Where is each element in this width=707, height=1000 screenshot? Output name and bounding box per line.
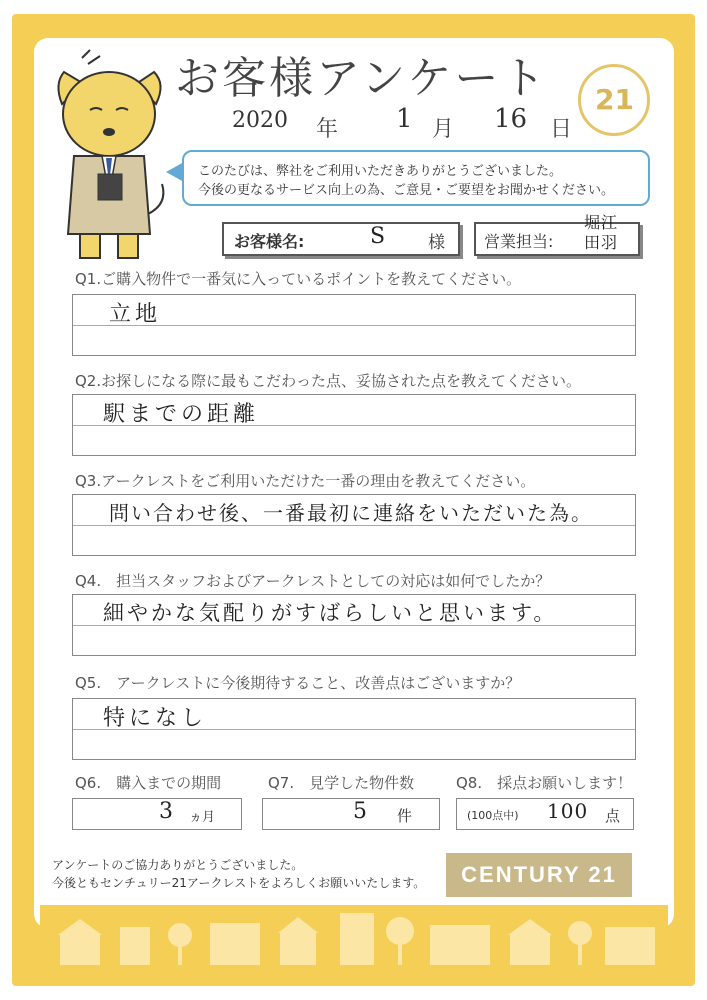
answer-7-value: 5 — [353, 799, 371, 824]
question-2-label: Q2.お探しになる際に最もこだわった点、妥協された点を教えてください。 — [75, 372, 581, 390]
date-year-label: 年 — [316, 117, 339, 142]
customer-name-value: S — [370, 224, 390, 249]
answer-7-box — [262, 798, 440, 830]
question-3-label: Q3.アークレストをご利用いただけた一番の理由を教えてください。 — [75, 472, 536, 490]
staff-box — [474, 213, 640, 256]
footer-regards-line: 今後ともセンチュリー21アークレストをよろしくお願いいたします。 — [52, 876, 426, 890]
date-day-value: 16 — [494, 104, 528, 134]
date-month-label: 月 — [432, 117, 455, 142]
question-1-label: Q1.ご購入物件で一番気に入っているポイントを教えてください。 — [75, 270, 522, 288]
answer-2-text: 駅までの距離 — [103, 402, 260, 427]
staff-label: 営業担当: — [484, 232, 554, 251]
date-year-value: 2020 — [232, 108, 288, 133]
century21-brand-logo: CENTURY 21 — [446, 853, 632, 897]
customer-name-suffix: 様 — [428, 233, 445, 253]
staff-name-top: 堀江 — [584, 213, 619, 232]
town-silhouette-illustration — [40, 905, 668, 965]
question-7-label: Q7. 見学した物件数 — [268, 774, 415, 792]
mascot-dog-illustration — [44, 44, 174, 264]
date-month-value: 1 — [396, 104, 413, 134]
answer-3-box — [72, 494, 636, 556]
question-5-label: Q5. アークレストに今後期待すること、改善点はございますか？ — [75, 674, 521, 692]
answer-8-prefix: (100点中) — [467, 809, 519, 822]
answer-1-box — [72, 294, 636, 356]
answer-7-unit: 件 — [397, 807, 413, 825]
bubble-line-2: 今後の更なるサービス向上の為、ご意見・ご要望をお聞かせください。 — [198, 183, 615, 198]
century21-circle-logo — [578, 64, 650, 136]
customer-name-label: お客様名: — [234, 232, 305, 251]
answer-8-unit: 点 — [605, 807, 621, 825]
answer-8-box — [456, 798, 634, 830]
answer-4-text: 細やかな気配りがすばらしいと思います。 — [103, 601, 558, 625]
answer-1-text: 立地 — [109, 302, 162, 327]
customer-name-box — [222, 222, 460, 256]
page-title: お客様アンケート — [175, 53, 549, 104]
question-8-label: Q8. 採点お願いします！ — [456, 774, 633, 792]
answer-8-value: 100 — [547, 799, 589, 823]
date-day-label: 日 — [550, 117, 573, 142]
answer-3-text: 問い合わせ後、一番最初に連絡をいただいた為。 — [109, 501, 593, 525]
footer-thanks-line: アンケートのご協力ありがとうございました。 — [52, 858, 304, 872]
answer-6-value: 3 — [159, 799, 177, 824]
speech-bubble — [182, 150, 650, 206]
answer-5-box — [72, 698, 636, 760]
question-6-label: Q6. 購入までの期間 — [75, 774, 222, 792]
answer-6-box — [72, 798, 242, 830]
bubble-line-1: このたびは、弊社をご利用いただきありがとうございました。 — [198, 164, 563, 179]
logo-number: 21 — [595, 83, 634, 116]
answer-5-text: 特になし — [103, 706, 208, 731]
answer-4-box — [72, 594, 636, 656]
answer-2-box — [72, 394, 636, 456]
answer-6-unit: ヵ月 — [189, 810, 216, 825]
question-4-label: Q4. 担当スタッフおよびアークレストとしての対応は如何でしたか？ — [75, 572, 551, 590]
staff-name-bottom: 田羽 — [584, 233, 619, 252]
